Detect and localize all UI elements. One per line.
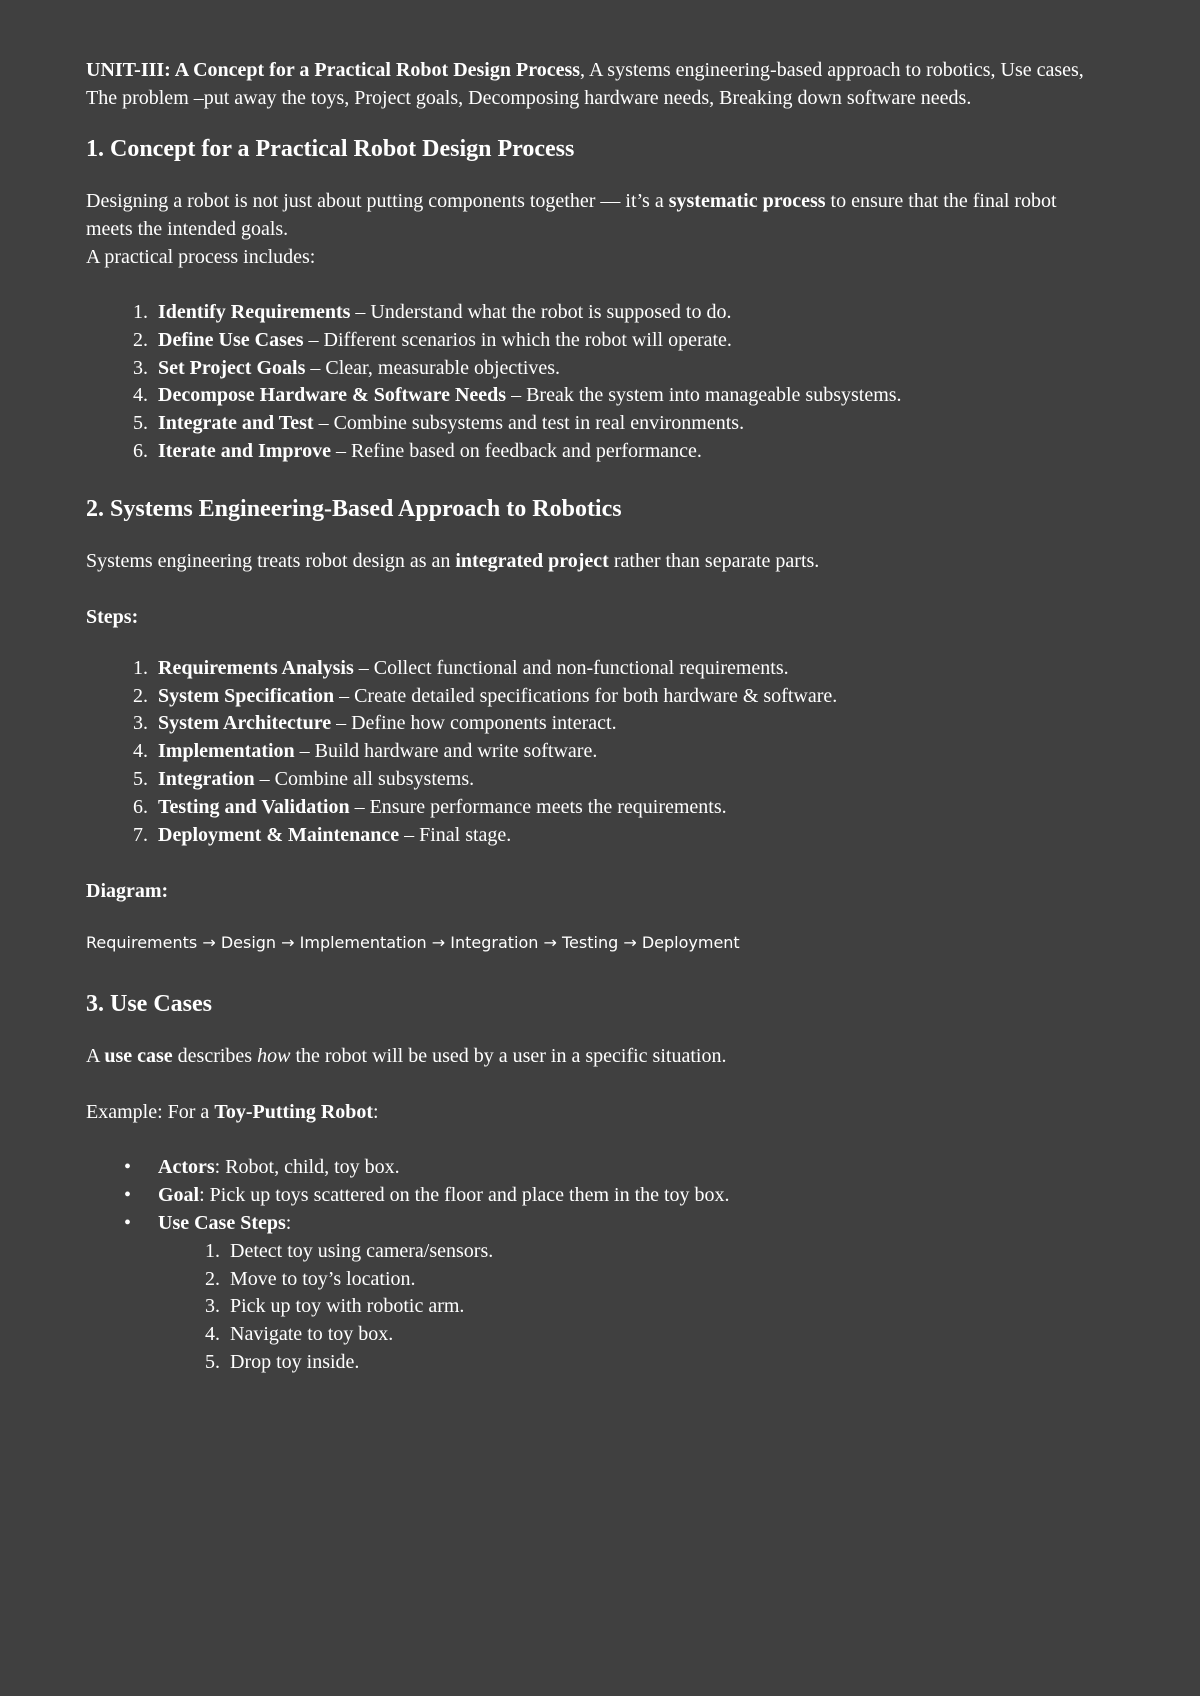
list-item-title: System Architecture xyxy=(158,712,332,735)
list-item-text: Move to toy’s location. xyxy=(230,1267,416,1290)
bullet-icon: • xyxy=(124,1211,132,1234)
list-item-title: System Specification xyxy=(158,684,335,707)
list-item-title: Deployment & Maintenance xyxy=(158,823,400,846)
list-item-text: – Build hardware and write software. xyxy=(294,740,598,763)
list-item-text: Navigate to toy box. xyxy=(230,1323,394,1346)
list-item-text: Drop toy inside. xyxy=(230,1350,360,1373)
list-item-title: Define Use Cases xyxy=(158,328,304,351)
bullet-icon: • xyxy=(124,1156,132,1179)
list-number: 3. xyxy=(205,1295,220,1318)
s3-text-italic: how xyxy=(257,1045,291,1068)
list-item xyxy=(86,738,1100,766)
list-item xyxy=(86,438,1100,466)
diagram-label-text: Diagram: xyxy=(86,880,169,903)
list-number: 3. xyxy=(133,712,148,735)
list-item-text: – Create detailed specifications for both hardware & software. xyxy=(334,684,838,707)
list-item xyxy=(86,327,1100,355)
list-number: 6. xyxy=(133,795,148,818)
list-number: 5. xyxy=(205,1350,220,1373)
bullet-goal xyxy=(86,1182,1100,1210)
list-number: 2. xyxy=(133,328,148,351)
list-item xyxy=(158,1238,1100,1266)
list-item-title: Identify Requirements xyxy=(158,301,351,323)
s2-text-c: rather than separate parts. xyxy=(608,549,820,572)
s2-text-bold: integrated project xyxy=(455,549,609,572)
use-case-steps-list xyxy=(158,1238,1100,1377)
list-item-title: Set Project Goals xyxy=(158,356,306,379)
s1-text-c: to ensure that the final robot meets the intended goals. xyxy=(86,190,1057,240)
list-item-title: Integrate and Test xyxy=(158,412,314,435)
list-item-title: Integration xyxy=(158,767,255,790)
list-number: 1. xyxy=(133,301,148,323)
bullet-text: : Pick up toys scattered on the floor and place them in the toy box. xyxy=(199,1184,730,1207)
list-item-text: – Combine all subsystems. xyxy=(254,767,475,790)
bullet-title: Actors xyxy=(158,1156,215,1179)
list-number: 5. xyxy=(133,412,148,435)
list-item xyxy=(86,766,1100,794)
use-case-bullets xyxy=(86,1154,1100,1376)
list-item xyxy=(86,410,1100,438)
unit-intro xyxy=(86,56,1100,112)
section-1-paragraph xyxy=(86,187,1100,243)
list-item xyxy=(86,355,1100,383)
diagram-label xyxy=(86,877,1100,905)
section-2-paragraph xyxy=(86,547,1100,575)
list-item-title: Testing and Validation xyxy=(158,795,350,818)
list-item-text: – Different scenarios in which the robot will operate. xyxy=(303,328,732,351)
bullet-text: : xyxy=(285,1211,292,1234)
example-text-c: : xyxy=(373,1101,379,1124)
list-number: 2. xyxy=(205,1267,220,1290)
section-1-list xyxy=(86,299,1100,466)
example-line xyxy=(86,1098,1100,1126)
s3-text-bold: use case xyxy=(104,1045,173,1068)
list-item xyxy=(86,822,1100,850)
list-number: 2. xyxy=(133,684,148,707)
list-item-text: – Understand what the robot is supposed to do. xyxy=(350,301,732,323)
list-number: 7. xyxy=(133,823,148,846)
steps-label-text: Steps: xyxy=(86,605,139,628)
bullet-title: Use Case Steps xyxy=(158,1211,286,1234)
list-item xyxy=(86,683,1100,711)
list-item xyxy=(158,1266,1100,1294)
list-number: 5. xyxy=(133,767,148,790)
s3-text-e: the robot will be used by a user in a specific situation. xyxy=(290,1045,727,1068)
unit-title: UNIT-III: A Concept for a Practical Robot Design Process xyxy=(86,59,581,81)
s2-text-a: Systems engineering treats robot design as an xyxy=(86,549,456,572)
list-item xyxy=(86,299,1100,327)
example-text-bold: Toy-Putting Robot xyxy=(214,1101,374,1124)
s1-text-bold: systematic process xyxy=(668,190,826,212)
steps-label xyxy=(86,603,1100,631)
list-number: 4. xyxy=(205,1323,220,1346)
list-item-title: Decompose Hardware & Software Needs xyxy=(158,384,507,407)
list-item-text: Pick up toy with robotic arm. xyxy=(230,1295,465,1318)
section-2-list xyxy=(86,655,1100,850)
bullet-steps xyxy=(86,1210,1100,1377)
list-item-text: – Collect functional and non-functional requirements. xyxy=(353,656,789,679)
section-1-heading: 1. Concept for a Practical Robot Design Process xyxy=(86,136,575,162)
list-number: 3. xyxy=(133,356,148,379)
list-number: 6. xyxy=(133,439,148,462)
list-item-text: – Refine based on feedback and performance. xyxy=(330,439,702,462)
section-3-paragraph xyxy=(86,1042,1100,1070)
list-item xyxy=(86,655,1100,683)
list-number: 4. xyxy=(133,740,148,763)
s3-text-c: describes xyxy=(172,1045,258,1068)
bullet-text: : Robot, child, toy box. xyxy=(214,1156,400,1179)
list-item xyxy=(158,1293,1100,1321)
list-item xyxy=(86,382,1100,410)
list-item-title: Requirements Analysis xyxy=(158,656,354,679)
list-item-text: – Clear, measurable objectives. xyxy=(305,356,561,379)
bullet-title: Goal xyxy=(158,1184,200,1207)
list-item-text: – Final stage. xyxy=(399,823,512,846)
section-1-lead: A practical process includes: xyxy=(86,246,316,268)
s1-text-a: Designing a robot is not just about putting components together — it’s a xyxy=(86,190,669,212)
section-3-heading: 3. Use Cases xyxy=(86,991,212,1018)
list-item-text: Detect toy using camera/sensors. xyxy=(230,1239,494,1262)
unit-topics: , A systems engineering-based approach to robotics, Use cases, The problem –put away the toys, Project goals, Decomposing hardware needs, Breaking down software needs. xyxy=(86,59,1084,109)
list-item xyxy=(86,794,1100,822)
list-number: 1. xyxy=(205,1239,220,1262)
example-text-a: Example: For a xyxy=(86,1101,215,1124)
bullet-actors xyxy=(86,1154,1100,1182)
list-item-text: – Ensure performance meets the requirements. xyxy=(349,795,727,818)
section-2-heading: 2. Systems Engineering-Based Approach to Robotics xyxy=(86,495,622,522)
bullet-icon: • xyxy=(124,1184,132,1207)
process-flow: Requirements → Design → Implementation → Integration → Testing → Deployment xyxy=(86,933,740,953)
list-item xyxy=(158,1349,1100,1377)
list-item-text: – Combine subsystems and test in real environments. xyxy=(313,412,745,435)
list-item-title: Iterate and Improve xyxy=(158,439,331,462)
list-item xyxy=(86,710,1100,738)
list-item-text: – Define how components interact. xyxy=(331,712,617,735)
list-item xyxy=(158,1321,1100,1349)
s3-text-a: A xyxy=(86,1045,105,1068)
list-number: 4. xyxy=(133,384,148,407)
list-number: 1. xyxy=(133,656,148,679)
list-item-text: – Break the system into manageable subsystems. xyxy=(506,384,902,407)
list-item-title: Implementation xyxy=(158,740,295,763)
